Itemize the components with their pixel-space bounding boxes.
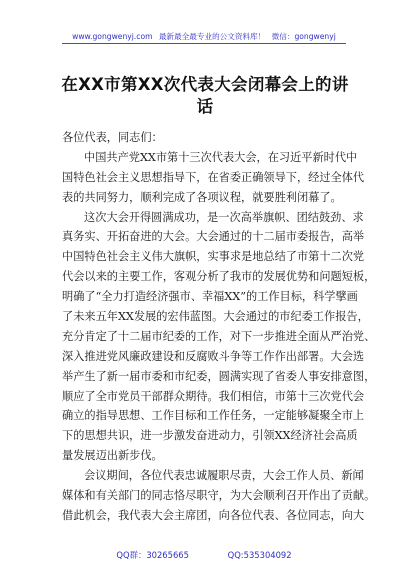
- header-banner: [0, 31, 408, 42]
- body-line: 会议期间，各位代表忠诚履职尽责，大会工作人员、新闻: [84, 469, 364, 483]
- body-line: 真务实、开拓奋进的大会。大会通过的十二届市委报告，高举: [62, 230, 365, 244]
- body-line: 举产生了新一届市委和市纪委，圆满实现了省委人事安排意图，: [62, 369, 376, 383]
- body-line: 充分肯定了十二届市纪委的工作，对下一步推进全面从严治党、: [62, 329, 376, 343]
- header-slogan: 最新最全最专业的公文资料库！: [158, 32, 266, 41]
- body-line: 中国特色社会主义伟大旗帜，实事求是地总结了市第十二次党: [62, 250, 365, 264]
- body-line: 表的共同努力，顺利完成了各项议程，就要胜利闭幕了。: [62, 190, 342, 204]
- body-line: 媒体和有关部门的同志恪尽职守，为大会顺利召开作出了贡献。: [62, 489, 376, 503]
- body-line: 量发展迈出新步伐。: [62, 449, 163, 463]
- body-line: 这次大会开得圆满成功，是一次高举旗帜、团结鼓劲、求: [84, 210, 364, 224]
- body-line: 下的思想共识，进一步激发奋进动力，引领XX经济社会高质: [62, 429, 358, 443]
- body-line: 了未来五年XX发展的宏伟蓝图。大会通过的市纪委工作报告，: [62, 310, 369, 324]
- body-line: 确立的指导思想、工作目标和工作任务，一定能够凝聚全市上: [62, 409, 365, 423]
- body-line: 中国共产党XX市第十三次代表大会，在习近平新时代中: [84, 150, 358, 164]
- footer-qq: QQ:535304092: [227, 550, 292, 560]
- body-line: 国特色社会主义思想指导下，在省委正确领导下，经过全体代: [62, 170, 365, 184]
- body-line: 各位代表，同志们：: [62, 131, 163, 144]
- document-body: [62, 128, 376, 526]
- footer-qq-group: QQ群：30265665: [116, 550, 189, 560]
- body-line: 深入推进党风廉政建设和反腐败斗争等工作作出部署。大会选: [62, 349, 365, 363]
- header-wechat: 微信：gongwenyj: [271, 32, 336, 41]
- body-line: 代会以来的主要工作，客观分析了我市的发展优势和问题短板，: [62, 270, 376, 284]
- header-divider: [62, 43, 346, 44]
- body-line: 顺应了全市党员干部群众期待。我们相信，市第十三次党代会: [62, 389, 365, 403]
- header-site-link[interactable]: www.gongwenyj.com: [72, 32, 153, 41]
- document-title: 在XX市第XX次代表大会闭幕会上的讲话: [61, 75, 349, 116]
- body-line: 借此机会，我代表大会主席团，向各位代表、各位同志，向大: [62, 508, 365, 522]
- footer-contact: [0, 549, 408, 561]
- body-line: 明确了“全力打造经济强市、幸福XX”的工作目标，科学擘画: [62, 290, 358, 304]
